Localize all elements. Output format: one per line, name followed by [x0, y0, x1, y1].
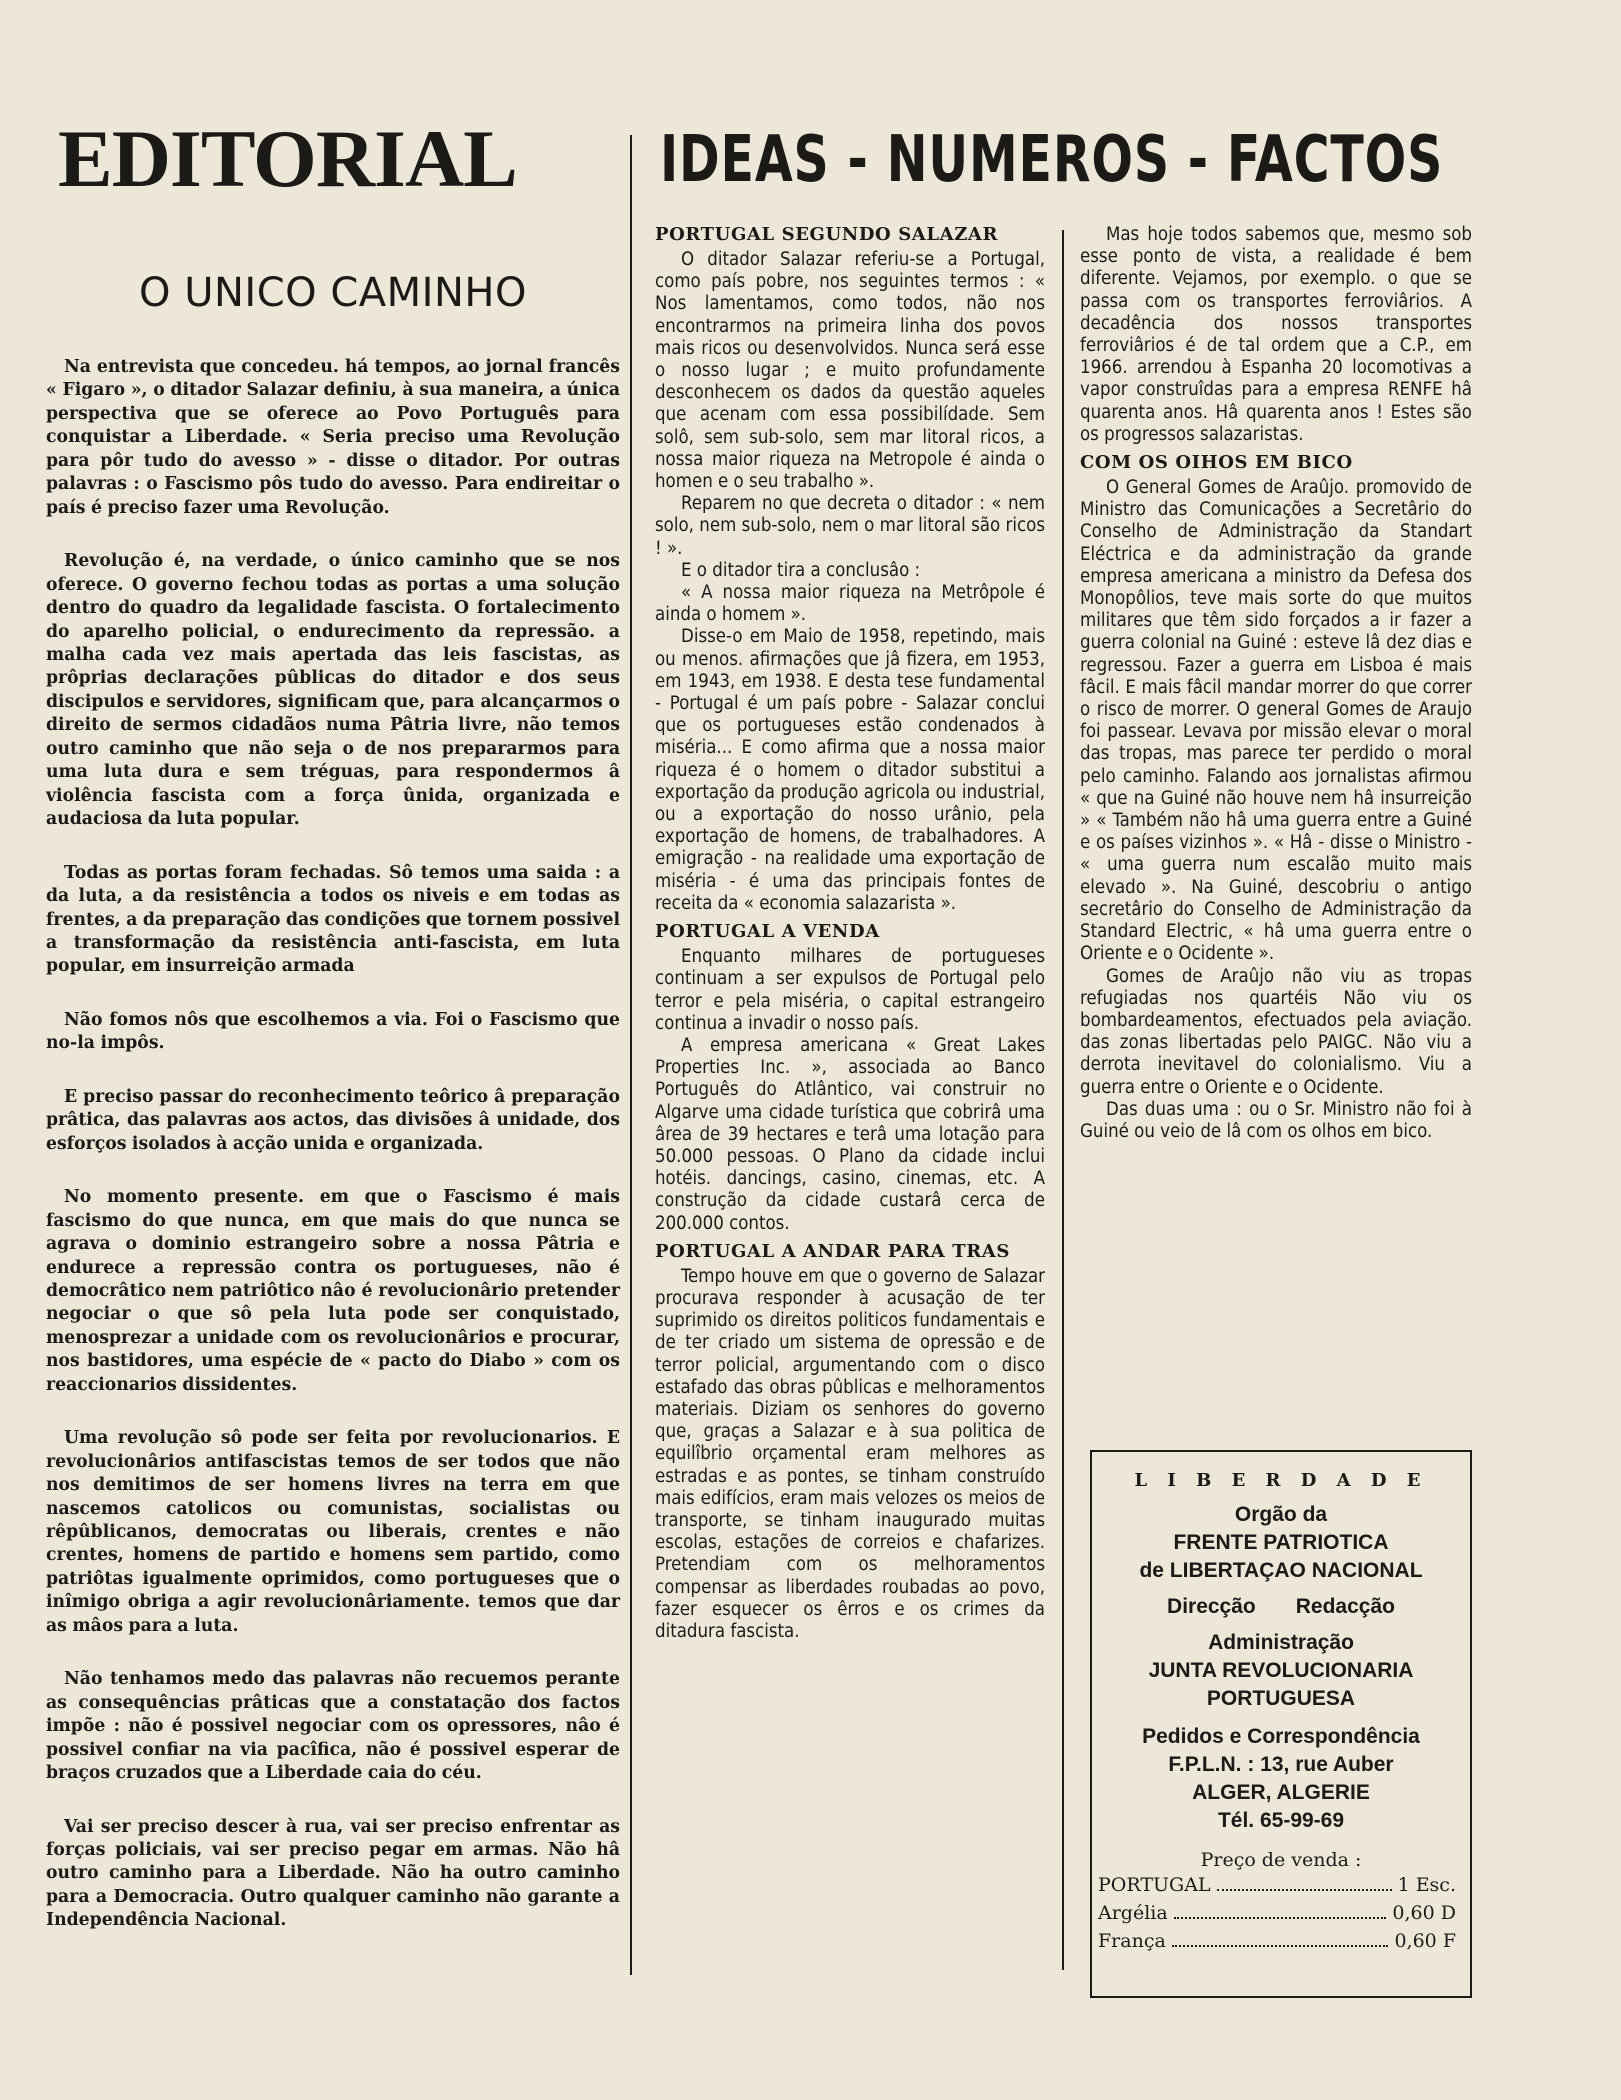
editorial-paragraph: Não tenhamos medo das palavras não recuemos perante as consequências prâticas que a constatação dos factos impõe : não é possivel negociar com os opressores, nâo é possivel confiar na via pacîfica, não é possivel esperar de braços cruzados que a Liberdade caia do céu.	[46, 1669, 620, 1784]
section-paragraph: Gomes de Araûjo não viu as tropas refugiadas nos quartéis Não viu os bombardeamentos, efectuados pela aviação. das zonas libertadas pelo PAIGC. Não viu a derrota inevitavel do colonialismo. Viu a guerra entre o Oriente e o Ocidente.	[1080, 965, 1472, 1098]
section-paragraph: Tempo houve em que o governo de Salazar procurava responder à acusação de ter suprimido os direitos politicos fundamentais e de ter criado um sistema de opressão e de terror policial, argumentando com o disco estafado das obras pûblicas e melhoramentos materiais. Diziam os senhores do governo que, graças a Salazar e à sua politica de equilîbrio orçamental eram melhores as estradas e as pontes, se tinham construído mais edifícios, eram mais velozes os meios de transporte, se tinham inaugurado muitas escolas, estações de correios e chafarizes. Pretendiam com os melhoramentos compensar as liberdades roubadas ao povo, fazer esquecer os êrros e os crimes da ditadura fascista.	[655, 1265, 1045, 1642]
section-heading: PORTUGAL SEGUNDO SALAZAR	[655, 224, 999, 245]
masthead-junta: JUNTA REVOLUCIONARIA	[1148, 1659, 1414, 1682]
masthead-front: FRENTE PATRIOTICA	[1173, 1531, 1389, 1554]
section-paragraph: E o ditador tira a conclusâo :	[681, 559, 921, 581]
price-row	[1092, 1899, 1470, 1927]
editorial-paragraph: Uma revolução sô pode ser feita por revolucionarios. E revolucionârios antifascistas temos de ser todos que não nos demitimos de ser homens livres na terra em que nascemos catolicos ou comunistas, socialistas ou rêpûblicanos, democratas ou liberais, crentes e não crentes, homens de partido e homens sem partido, como patriôtas igualmente oprimidos, como portugueses que o inîmigo obriga a agir revolucionâriamente. temos que dar as mâos para a luta.	[46, 1428, 620, 1636]
price-list	[1092, 1871, 1470, 1955]
section-paragraph: Reparem no que decreta o ditador : « nem solo, nem sub-solo, nem o mar litoral são ricos ! ».	[655, 493, 1045, 559]
price-leader-dots	[1172, 1929, 1389, 1947]
price-row	[1092, 1927, 1470, 1955]
section-paragraph: Mas hoje todos sabemos que, mesmo sob esse ponto de vista, a realidade é bem diferente. Vejamos, por exemplo. o que se passa com os transportes ferroviârios. A decadência dos nossos transportes ferroviârios é de tal ordem que a C.P., em 1966. arrendou à Espanha 20 locomotivas a vapor construîdas para a empresa RENFE hâ quarenta anos. Hâ quarenta anos ! Estes são os progressos salazaristas.	[1080, 224, 1472, 445]
editorial-paragraph: E preciso passar do reconhecimento teôrico â preparação prâtica, das palavras aos actos, das divisões â unidade, dos esforços isolados à acção unida e organizada.	[46, 1086, 620, 1154]
masthead-direccao: Direcção	[1167, 1595, 1256, 1618]
section-paragraph: « A nossa maior riqueza na Metrôpole é ainda o homem ».	[655, 582, 1045, 626]
masthead-portuguesa: PORTUGUESA	[1206, 1687, 1356, 1710]
section-paragraph: O General Gomes de Araûjo. promovido de Ministro das Comunicações a Secretârio do Conselho de Administração da Standart Eléctrica e da administração da grande empresa americana a ministro da Defesa dos Monopôlios, teve mais sorte do que muitos militares que têm sido forçados a ir fazer a guerra colonial na Guiné : esteve lâ dez dias e regressou. Fazer a guerra em Lisboa é mais fâcil. E mais fâcil mandar morrer do que correr o risco de morrer. O general Gomes de Araujo foi passear. Levava por missão elevar o moral das tropas, mas parece ter perdido o moral pelo caminho. Falando aos jornalistas afirmou « que na Guiné não houve nem hâ insurreição » « Também não hâ uma guerra entre a Guiné e os países vizinhos ». « Hâ - disse o Ministro - « uma guerra num escalão muito mais elevado ». Na Guiné, descobriu o antigo secretârio do Conselho de Administração da Standard Electric, « hâ uma guerra entre o Oriente e o Ocidente ».	[1080, 477, 1472, 965]
masthead-organ: Orgão da	[1234, 1503, 1328, 1526]
editorial-paragraph: No momento presente. em que o Fascismo é mais fascismo do que nunca, em que mais do que nunca se agrava o dominio estrangeiro sobre a nossa Pâtria e endurece a repressão contra os portugueses, não é democrâtico nem patriôtico nâo é revolucionârio pretender negociar o que sô pela luta pode ser conquistado, menosprezar a unidade com os revolucionârios e procurar, nos bastidores, uma espécie de « pacto do Diabo » com os reaccionarios dissidentes.	[46, 1187, 620, 1395]
masthead-pedidos: Pedidos e Correspondência	[1142, 1725, 1420, 1748]
editorial-paragraph: Revolução é, na verdade, o único caminho que se nos oferece. O governo fechou todas as portas a uma solução dentro do quadro da legalidade fascista. O fortalecimento do aparelho policial, o endurecimento da repressão. a malha cada vez mais apertada das leis fascistas, as prôprias declarações pûblicas do ditador e dos seus discipulos e servidores, significam que, para alcançarmos o direito de sermos cidadãos numa Pâtria livre, não temos outro caminho que não seja o de nos prepararmos para uma luta dura e sem tréguas, para respondermos â violência fascista com a força ûnida, organizada e audaciosa da luta popular.	[46, 551, 620, 830]
price-leader-dots	[1174, 1901, 1387, 1919]
masthead-city: ALGER, ALGERIE	[1192, 1781, 1370, 1804]
section-heading: PORTUGAL A VENDA	[655, 921, 880, 943]
masthead-direction-row	[1092, 1593, 1470, 1621]
editorial-column	[46, 270, 620, 1963]
section-paragraph: Disse-o em Maio de 1958, repetindo, mais ou menos. afirmações que jâ fizera, em 1953, em 1943, em 1938. E desta tese fundamental - Portugal é um país pobre - Salazar conclui que os portugueses estão condenados à miséria... E como afirma que a nossa maior riqueza é o homem o ditador substitui a exportação da produção agricola ou industrial, ou a exportação do nosso urânio, pela exportação de homens, de trabalhadores. A emigração - na realidade uma exportação de miséria - é uma das principais fontes de receita da « economia salazarista ».	[655, 626, 1045, 914]
section-paragraph: Das duas uma : ou o Sr. Ministro não foi à Guiné ou veio de lâ com os olhos em bico.	[1080, 1098, 1472, 1142]
editorial-title: EDITORIAL	[58, 113, 517, 204]
masthead-address: F.P.L.N. : 13, rue Auber	[1168, 1753, 1394, 1776]
section-paragraph: Enquanto milhares de portugueses continuam a ser expulsos de Portugal pelo terror e pela miséria, o capital estrangeiro continua a invadir o nosso país.	[655, 946, 1045, 1034]
editorial-paragraph: Não fomos nôs que escolhemos a via. Foi o Fascismo que no-la impôs.	[46, 1009, 620, 1054]
editorial-paragraph: Na entrevista que concedeu. há tempos, ao jornal francês « Figaro », o ditador Salazar definiu, à sua maneira, a única perspectiva que se oferece ao Povo Português para conquistar a Liberdade. « Seria preciso uma Revolução para pôr tudo do avesso » - disse o ditador. Por outras palavras : o Fascismo pôs tudo do avesso. Para endireitar o país é preciso fazer uma Revolução.	[46, 357, 620, 518]
editorial-paragraph: Todas as portas foram fechadas. Sô temos uma saida : a da luta, a da resistência a todos os niveis e em todas as frentes, a da preparação das condições que tornem possivel a transformação da resistência anti-fascista, em luta popular, em insurreição armada	[46, 862, 620, 977]
price-country: PORTUGAL	[1098, 1874, 1211, 1896]
masthead-name: L I B E R D A D E	[1134, 1470, 1428, 1491]
ideas-column-right	[1080, 224, 1472, 1143]
column-divider-right	[1062, 230, 1064, 1970]
editorial-heading: O UNICO CAMINHO	[139, 270, 527, 316]
price-label: Preço de venda :	[1200, 1849, 1362, 1871]
section-heading: COM OS OIHOS EM BICO	[1080, 452, 1353, 474]
price-row	[1092, 1871, 1470, 1899]
masthead-redaccao: Redacção	[1295, 1595, 1395, 1618]
price-value: 1 Esc.	[1397, 1874, 1456, 1896]
editorial-body	[46, 356, 620, 1933]
masthead-box	[1090, 1450, 1472, 1998]
section-heading: PORTUGAL A ANDAR PARA TRAS	[655, 1240, 1010, 1262]
column-divider-main	[630, 135, 632, 1975]
price-country: Argélia	[1098, 1902, 1168, 1924]
editorial-paragraph: Vai ser preciso descer à rua, vai ser preciso enfrentar as forças policiais, vai ser preciso pegar em armas. Não hâ outro caminho para a Liberdade. Não ha outro caminho para a Democracia. Outro qualquer caminho não garante a Independência Nacional.	[46, 1816, 620, 1931]
price-value: 0,60 D	[1392, 1902, 1456, 1924]
section-paragraph: A empresa americana « Great Lakes Properties Inc. », associada ao Banco Português do Atlântico, vai construir no Algarve uma cidade turística que cobrirâ uma ârea de 39 hectares e terâ uma lotação para 50.000 pessoas. O Plano da cidade inclui hotéis. dancings, casino, cinemas, etc. A construção da cidade custarâ cerca de 200.000 contos.	[655, 1034, 1045, 1234]
price-leader-dots	[1217, 1873, 1392, 1891]
section-paragraph: O ditador Salazar referiu-se a Portugal, como país pobre, nos seguintes termos : « Nos lamentamos, como todos, não nos encontrarmos na primeira linha dos povos mais ricos ou desenvolvidos. Nunca será esse o nosso lugar ; e muito profundamente desconhecem os dados da questão aqueles que acenam com essa possibilídade. Sem solô, sem sub-solo, sem mar litoral ricos, a nossa maior riqueza na Metropole é ainda o homen e o seu trabalho ».	[655, 249, 1045, 493]
masthead-liberation: de LIBERTAÇAO NACIONAL	[1139, 1559, 1423, 1582]
ideas-title: IDEAS - NUMEROS - FACTOS	[660, 123, 1444, 197]
ideas-column-middle	[655, 224, 1045, 1643]
masthead-administracao: Administração	[1208, 1631, 1354, 1654]
price-value: 0,60 F	[1394, 1930, 1456, 1952]
masthead-tel: Tél. 65-99-69	[1217, 1809, 1345, 1832]
price-country: França	[1098, 1930, 1166, 1952]
